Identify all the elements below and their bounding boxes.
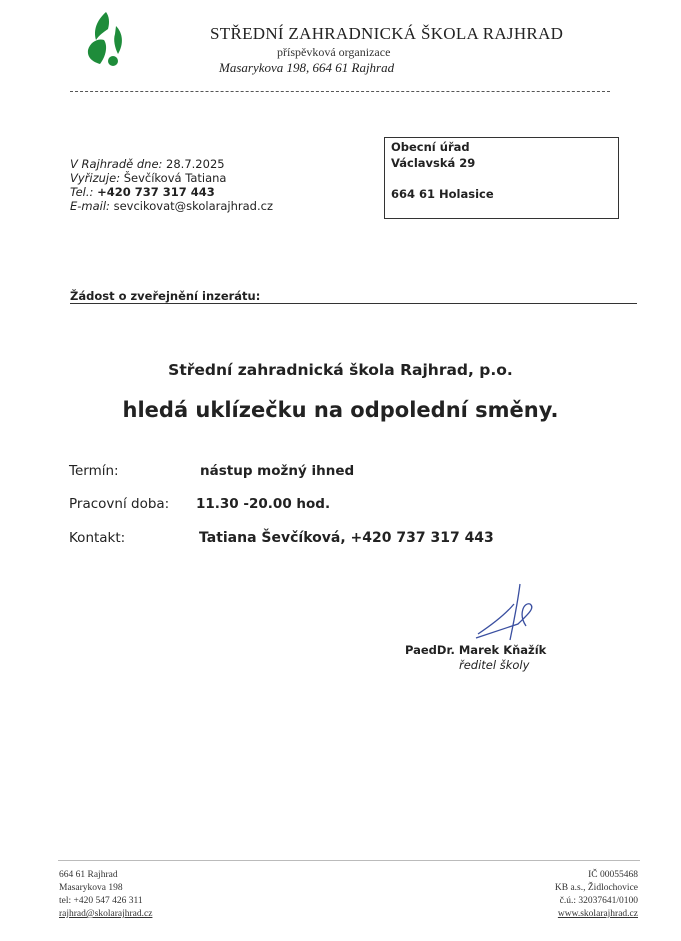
handler-label: Vyřizuje:	[70, 171, 121, 185]
recipient-city: 664 61 Holasice	[391, 187, 494, 201]
school-address: Masarykova 198, 664 61 Rajhrad	[219, 60, 395, 75]
footer-street: Masarykova 198	[59, 883, 123, 893]
school-name: STŘEDNÍ ZAHRADNICKÁ ŠKOLA RAJHRAD	[210, 24, 564, 43]
sender-email-line	[70, 199, 273, 213]
footer-divider	[58, 860, 640, 861]
phone-label: Tel.:	[70, 185, 94, 199]
footer-bank: KB a.s., Židlochovice	[554, 883, 638, 893]
subject-rule	[70, 303, 637, 304]
hours-value: 11.30 -20.00 hod.	[196, 496, 331, 512]
term-value: nástup možný ihned	[200, 463, 355, 479]
sender-date-line	[70, 157, 225, 171]
contact-label: Kontakt:	[69, 530, 126, 546]
leaf-logo-icon	[82, 10, 128, 66]
footer-phone: tel: +420 547 426 311	[59, 896, 143, 906]
footer-account: č.ú.: 32037641/0100	[559, 896, 638, 906]
footer-website-link[interactable]: www.skolarajhrad.cz	[557, 909, 638, 919]
header-divider	[70, 91, 610, 92]
handler-value: Ševčíková Tatiana	[123, 171, 227, 185]
recipient-name: Obecní úřad	[391, 140, 470, 154]
email-value: sevcikovat@skolarajhrad.cz	[113, 199, 273, 213]
job-headline: hledá uklízečku na odpolední směny.	[122, 398, 559, 422]
email-label: E-mail:	[70, 199, 110, 213]
contact-value: Tatiana Ševčíková, +420 737 317 443	[199, 530, 494, 546]
handwritten-signature	[470, 582, 555, 644]
subject-line: Žádost o zveřejnění inzerátu:	[70, 289, 261, 303]
footer-city: 664 61 Rajhrad	[59, 870, 118, 880]
footer-ico: IČ 00055468	[588, 870, 638, 880]
date-label: V Rajhradě dne:	[70, 157, 163, 171]
footer-email-link[interactable]: rajhrad@skolarajhrad.cz	[59, 909, 153, 919]
body-school-name: Střední zahradnická škola Rajhrad, p.o.	[168, 361, 513, 379]
phone-value: +420 737 317 443	[97, 185, 215, 199]
date-value: 28.7.2025	[166, 157, 225, 171]
signer-title: ředitel školy	[459, 658, 530, 672]
sender-handler-line	[70, 171, 226, 185]
sender-phone-line	[70, 185, 215, 199]
recipient-street: Václavská 29	[391, 156, 476, 170]
signer-name: PaedDr. Marek Kňažík	[405, 643, 547, 657]
hours-label: Pracovní doba:	[69, 496, 170, 512]
org-type: příspěvková organizace	[277, 45, 391, 59]
term-label: Termín:	[69, 463, 119, 479]
